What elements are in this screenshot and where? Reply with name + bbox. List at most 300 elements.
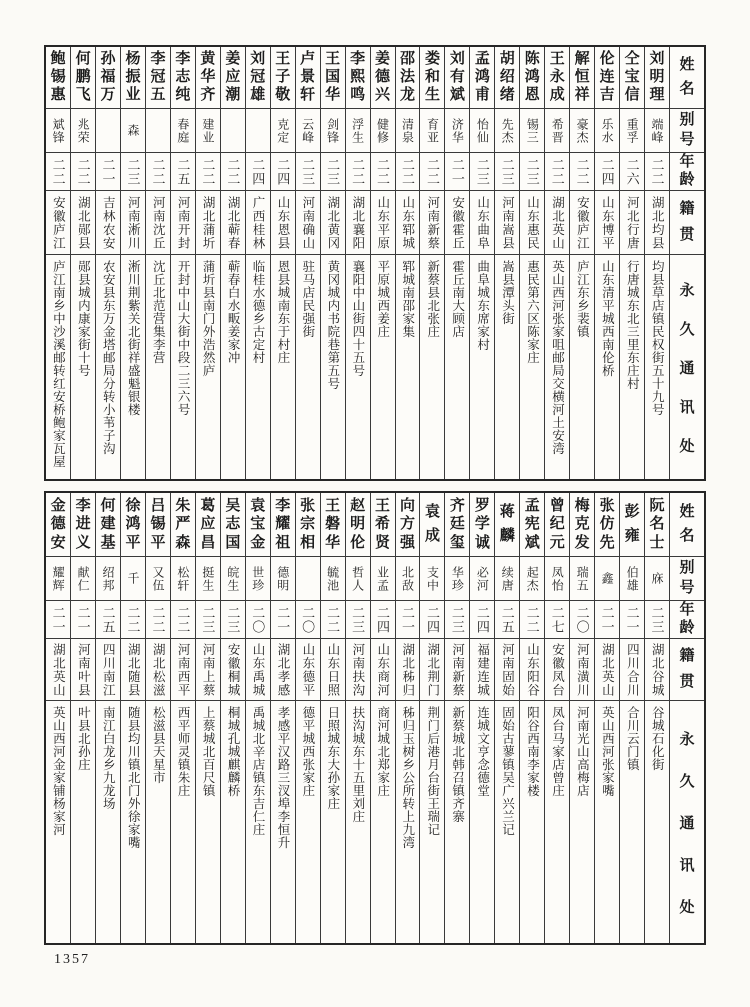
char: 福	[100, 69, 116, 85]
address-cell	[296, 701, 320, 943]
char: 陈	[524, 51, 540, 67]
cell-text: 恩县城南东于村庄	[275, 260, 290, 364]
cell-text: 安徽桐城	[226, 642, 241, 697]
char: 永	[549, 69, 565, 85]
age-cell	[71, 153, 95, 191]
cell-text: 湖北英山	[550, 195, 565, 250]
cell-text: 二四	[474, 605, 490, 634]
char: 飞	[75, 87, 91, 103]
native-place-cell	[321, 191, 345, 255]
char: 先	[599, 534, 615, 551]
native-place-cell	[121, 191, 145, 255]
cell-text: 兆荣	[76, 117, 91, 144]
name-cell	[71, 493, 95, 557]
char: 处	[679, 900, 695, 916]
native-place-cell	[445, 191, 469, 255]
cell-text: 乐水	[600, 117, 615, 144]
char: 志	[225, 516, 241, 532]
age-cell	[321, 153, 345, 191]
person-column	[445, 493, 470, 943]
name-cell	[121, 493, 145, 557]
native-place-cell	[96, 191, 120, 255]
cell-text: 哲人	[350, 565, 365, 592]
alias-cell	[146, 557, 170, 601]
cell-text: 日照城东大孙家庄	[325, 706, 340, 810]
native-place-cell	[495, 191, 519, 255]
cell-text: 河南淅川	[126, 195, 141, 250]
name-cell	[545, 47, 569, 109]
char: 生	[424, 87, 440, 103]
address-cell	[171, 701, 195, 943]
char: 李	[350, 51, 366, 67]
native-place-cell	[620, 191, 644, 255]
alias-cell	[445, 557, 469, 601]
cell-text: 二二	[350, 157, 366, 186]
char: 磐	[325, 516, 341, 532]
age-cell	[595, 153, 619, 191]
cell-text: 荆门后港月台街王瑞记	[425, 706, 440, 836]
header-column	[670, 47, 704, 479]
age-cell	[271, 153, 295, 191]
char: 何	[100, 497, 116, 514]
char: 纯	[175, 87, 191, 103]
char: 鸿	[125, 516, 141, 532]
cell-text: 皖生	[225, 565, 240, 592]
char: 万	[100, 87, 116, 103]
name-cell	[371, 47, 395, 109]
char: 希	[375, 516, 391, 532]
cell-text: 二三	[125, 157, 141, 186]
native-place-cell	[246, 191, 270, 255]
age-cell	[445, 601, 469, 639]
name-cell	[246, 47, 270, 109]
address-cell	[196, 255, 220, 479]
char: 安	[50, 534, 66, 551]
age-cell	[121, 153, 145, 191]
char: 雄	[250, 87, 266, 103]
address-cell	[71, 701, 95, 943]
name-cell	[396, 47, 420, 109]
age-cell	[645, 153, 669, 191]
cell-text: 上蔡城北百尺镇	[201, 706, 216, 797]
address-cell	[545, 701, 569, 943]
cell-text: 凤台马家店曾庄	[550, 706, 565, 797]
age-cell	[71, 601, 95, 639]
char: 何	[75, 51, 91, 67]
char: 冠	[150, 69, 166, 85]
cell-text: 二〇	[574, 605, 590, 634]
char: 贯	[679, 673, 695, 690]
person-column	[396, 493, 421, 943]
cell-text: 二二	[175, 605, 191, 634]
name-cell	[71, 47, 95, 109]
cell-text: 南江白龙乡九龙场	[101, 706, 116, 810]
char: 齐	[200, 87, 216, 103]
alias-cell	[371, 557, 395, 601]
cell-text: 湖北秭归	[400, 642, 415, 697]
cell-text: 开封中山大街中段二三六号	[176, 260, 191, 416]
native-place-cell	[46, 639, 70, 701]
alias-cell	[371, 109, 395, 153]
cell-text: 河南沈丘	[151, 195, 166, 250]
alias-cell	[495, 109, 519, 153]
char: 仿	[599, 516, 615, 532]
char: 敬	[275, 87, 291, 103]
native-place-cell	[520, 639, 544, 701]
alias-cell	[520, 109, 544, 153]
cell-text: 剑锋	[325, 117, 340, 144]
age-cell	[520, 601, 544, 639]
cell-text: 河北行唐	[625, 195, 640, 250]
age-cell	[196, 601, 220, 639]
cell-text: 必河	[475, 565, 490, 592]
alias-cell	[221, 557, 245, 601]
alias-cell	[645, 557, 669, 601]
cell-text: 二三	[325, 157, 341, 186]
name-cell	[570, 493, 594, 557]
cell-text: 克定	[275, 117, 290, 144]
char: 士	[649, 534, 665, 551]
char: 年	[679, 602, 695, 619]
char: 号	[679, 131, 695, 148]
cell-text: 山东日照	[325, 642, 340, 697]
cell-text: 森	[126, 124, 140, 137]
register-table-top	[44, 45, 706, 481]
cell-text: 庥	[650, 572, 665, 585]
cell-text: 二二	[524, 605, 540, 634]
char: 信	[624, 87, 640, 103]
person-column	[296, 47, 321, 479]
alias-cell	[420, 557, 444, 601]
name-cell	[171, 493, 195, 557]
person-column	[470, 47, 495, 479]
name-cell	[495, 47, 519, 109]
char: 斌	[524, 534, 540, 551]
alias-cell	[545, 557, 569, 601]
cell-text: 英山西河张家咀邮局交横河土安湾	[550, 260, 565, 455]
name-cell	[445, 493, 469, 557]
person-column	[445, 47, 470, 479]
cell-text: 河南叶县	[76, 642, 91, 697]
alias-cell	[570, 109, 594, 153]
char: 甫	[474, 87, 490, 103]
cell-text: 山东惠民	[525, 195, 540, 250]
cell-text: 扶沟城东十五里刘庄	[350, 706, 365, 823]
char: 朱	[175, 497, 191, 514]
alias-cell	[246, 557, 270, 601]
char: 号	[679, 579, 695, 596]
cell-text: 二一	[50, 605, 66, 634]
cell-text: 湖北英山	[51, 642, 66, 697]
native-place-cell	[271, 191, 295, 255]
char: 诚	[474, 534, 490, 551]
cell-text: 山东商河	[375, 642, 390, 697]
cell-text: 叶县北孙庄	[76, 706, 91, 771]
char: 严	[175, 516, 191, 532]
char: 发	[574, 534, 590, 551]
alias-cell	[620, 109, 644, 153]
alias-cell	[495, 557, 519, 601]
age-cell	[121, 601, 145, 639]
native-place-cell	[246, 639, 270, 701]
char: 平	[150, 534, 166, 551]
native-place-cell	[196, 191, 220, 255]
char: 别	[679, 560, 695, 577]
char: 鸿	[474, 69, 490, 85]
age-cell	[221, 601, 245, 639]
header-name	[670, 493, 704, 557]
cell-text: 蒲圻县南门外浩然庐	[201, 260, 216, 377]
char: 理	[649, 87, 665, 103]
page-number: 1357	[54, 952, 90, 967]
char: 轩	[300, 87, 316, 103]
cell-text: 山东禹城	[251, 642, 266, 697]
native-place-cell	[146, 191, 170, 255]
cell-text: 河南开封	[176, 195, 191, 250]
alias-cell	[445, 109, 469, 153]
char: 成	[424, 528, 440, 545]
cell-text: 英山西河金家铺杨家河	[51, 706, 66, 836]
address-cell	[321, 255, 345, 479]
char: 邵	[399, 51, 415, 67]
cell-text: 二四	[424, 605, 440, 634]
cell-text: 黄冈城内书院巷第五号	[325, 260, 340, 390]
native-place-cell	[71, 639, 95, 701]
name-cell	[296, 47, 320, 109]
cell-text: 谷城石化街	[650, 706, 665, 771]
cell-text: 湖北英山	[600, 642, 615, 697]
cell-text: 山东清平城西南伦桥	[600, 260, 615, 377]
person-column	[171, 47, 196, 479]
address-cell	[221, 255, 245, 479]
char: 惠	[50, 87, 66, 103]
address-cell	[520, 701, 544, 943]
person-column	[420, 47, 445, 479]
char: 贯	[679, 227, 695, 243]
name-cell	[146, 47, 170, 109]
native-place-cell	[71, 191, 95, 255]
address-cell	[171, 255, 195, 479]
char: 籍	[679, 201, 695, 217]
cell-text: 二六	[624, 157, 640, 186]
address-cell	[46, 255, 70, 479]
name-cell	[196, 493, 220, 557]
name-cell	[321, 47, 345, 109]
cell-text: 山东博平	[600, 195, 615, 250]
char: 李	[275, 497, 291, 514]
char: 王	[549, 51, 565, 67]
char: 齐	[449, 497, 465, 514]
char: 通	[679, 816, 695, 832]
cell-text: 四川南江	[101, 642, 116, 697]
header-age	[670, 601, 704, 639]
person-column	[221, 47, 246, 479]
alias-cell	[470, 109, 494, 153]
cell-text: 驻马店民强街	[300, 260, 315, 338]
native-place-cell	[420, 191, 444, 255]
header-alias	[670, 109, 704, 153]
char: 冠	[250, 69, 266, 85]
address-cell	[196, 701, 220, 943]
cell-text: 蕲春白水畈姜家冲	[226, 260, 241, 364]
char: 华	[200, 69, 216, 85]
cell-text: 吉林农安	[101, 195, 116, 250]
cell-text: 二三	[300, 157, 316, 186]
cell-text: 二一	[624, 605, 640, 634]
cell-text: 二二	[399, 157, 415, 186]
cell-text: 二三	[524, 157, 540, 186]
address-cell	[470, 701, 494, 943]
age-cell	[495, 601, 519, 639]
person-column	[271, 47, 296, 479]
age-cell	[445, 153, 469, 191]
alias-cell	[121, 109, 145, 153]
cell-text: 先杰	[500, 117, 515, 144]
cell-text: 二二	[150, 157, 166, 186]
address-cell	[470, 255, 494, 479]
cell-text: 河南潢川	[575, 642, 590, 697]
alias-cell	[246, 109, 270, 153]
char: 姜	[225, 51, 241, 67]
address-cell	[96, 701, 120, 943]
cell-text: 二四	[275, 157, 291, 186]
person-column	[396, 47, 421, 479]
cell-text: 二一	[399, 605, 415, 634]
cell-text: 二五	[499, 605, 515, 634]
alias-cell	[346, 557, 370, 601]
cell-text: 湖北荆门	[425, 642, 440, 697]
person-column	[645, 493, 670, 943]
name-cell	[470, 493, 494, 557]
cell-text: 德平城西张家庄	[300, 706, 315, 797]
alias-cell	[520, 557, 544, 601]
char: 成	[549, 87, 565, 103]
native-place-cell	[371, 191, 395, 255]
alias-cell	[221, 109, 245, 153]
header-age	[670, 153, 704, 191]
char: 相	[300, 534, 316, 551]
char: 李	[175, 51, 191, 67]
alias-cell	[645, 109, 669, 153]
cell-text: 华珍	[450, 565, 465, 592]
cell-text: 庐江东乡裴镇	[575, 260, 590, 338]
char: 法	[399, 69, 415, 85]
name-cell	[645, 493, 669, 557]
name-cell	[520, 493, 544, 557]
native-place-cell	[296, 191, 320, 255]
char: 娄	[424, 51, 440, 67]
person-column	[246, 47, 271, 479]
cell-text: 山东平原	[375, 195, 390, 250]
cell-text: 二三	[200, 605, 216, 634]
cell-text: 毓池	[325, 565, 340, 592]
cell-text: 业孟	[375, 565, 390, 592]
address-cell	[221, 701, 245, 943]
char: 五	[150, 87, 166, 103]
native-place-cell	[121, 639, 145, 701]
cell-text: 健修	[375, 117, 390, 144]
char: 王	[325, 51, 341, 67]
cell-text: 二一	[449, 157, 465, 186]
name-cell	[620, 47, 644, 109]
name-cell	[520, 47, 544, 109]
char: 龄	[679, 619, 695, 636]
cell-text: 二四	[599, 157, 615, 186]
char: 基	[100, 534, 116, 551]
char: 斌	[449, 87, 465, 103]
cell-text: 浮生	[350, 117, 365, 144]
char: 徐	[125, 497, 141, 514]
cell-text: 湖北谷城	[650, 642, 665, 697]
name-cell	[321, 493, 345, 557]
age-cell	[171, 601, 195, 639]
header-native-place	[670, 639, 704, 701]
char: 讯	[679, 400, 695, 416]
name-cell	[271, 493, 295, 557]
char: 绪	[499, 87, 515, 103]
age-cell	[495, 153, 519, 191]
char: 森	[175, 534, 191, 551]
cell-text: 斌锋	[51, 117, 66, 144]
cell-text: 鑫	[600, 572, 615, 585]
char: 王	[325, 497, 341, 514]
cell-text: 春庭	[175, 117, 190, 144]
char: 连	[599, 69, 615, 85]
age-cell	[271, 601, 295, 639]
char: 龙	[399, 87, 415, 103]
cell-text: 世珍	[250, 565, 265, 592]
age-cell	[470, 601, 494, 639]
char: 明	[649, 69, 665, 85]
char: 向	[399, 497, 415, 514]
char: 罗	[474, 497, 490, 514]
cell-text: 河南嵩县	[500, 195, 515, 250]
cell-text: 襄阳中山街四十五号	[350, 260, 365, 377]
name-cell	[196, 47, 220, 109]
cell-text: 河南上蔡	[201, 642, 216, 697]
cell-text: 济华	[450, 117, 465, 144]
cell-text: 重孚	[625, 117, 640, 144]
char: 纪	[549, 516, 565, 532]
native-place-cell	[595, 639, 619, 701]
char: 彭	[624, 503, 640, 520]
person-column	[520, 47, 545, 479]
cell-text: 希晋	[550, 117, 565, 144]
cell-text: 安徽凤台	[550, 642, 565, 697]
cell-text: 清泉	[400, 117, 415, 144]
cell-text: 二二	[375, 157, 391, 186]
cell-text: 湖北松滋	[151, 642, 166, 697]
person-column	[46, 493, 71, 943]
cell-text: 二三	[499, 157, 515, 186]
address-cell	[96, 255, 120, 479]
char: 伦	[599, 51, 615, 67]
name-cell	[545, 493, 569, 557]
name-cell	[221, 47, 245, 109]
char: 籍	[679, 648, 695, 665]
char: 卢	[300, 51, 316, 67]
cell-text: 桐城孔城麒麟桥	[226, 706, 241, 797]
cell-text: 二四	[250, 157, 266, 186]
age-cell	[171, 153, 195, 191]
char: 久	[679, 322, 695, 338]
person-column	[71, 47, 96, 479]
char: 金	[250, 534, 266, 551]
cell-text: 山东德平	[300, 642, 315, 697]
cell-text: 二一	[100, 157, 116, 186]
header-name	[670, 47, 704, 109]
address-cell	[420, 701, 444, 943]
